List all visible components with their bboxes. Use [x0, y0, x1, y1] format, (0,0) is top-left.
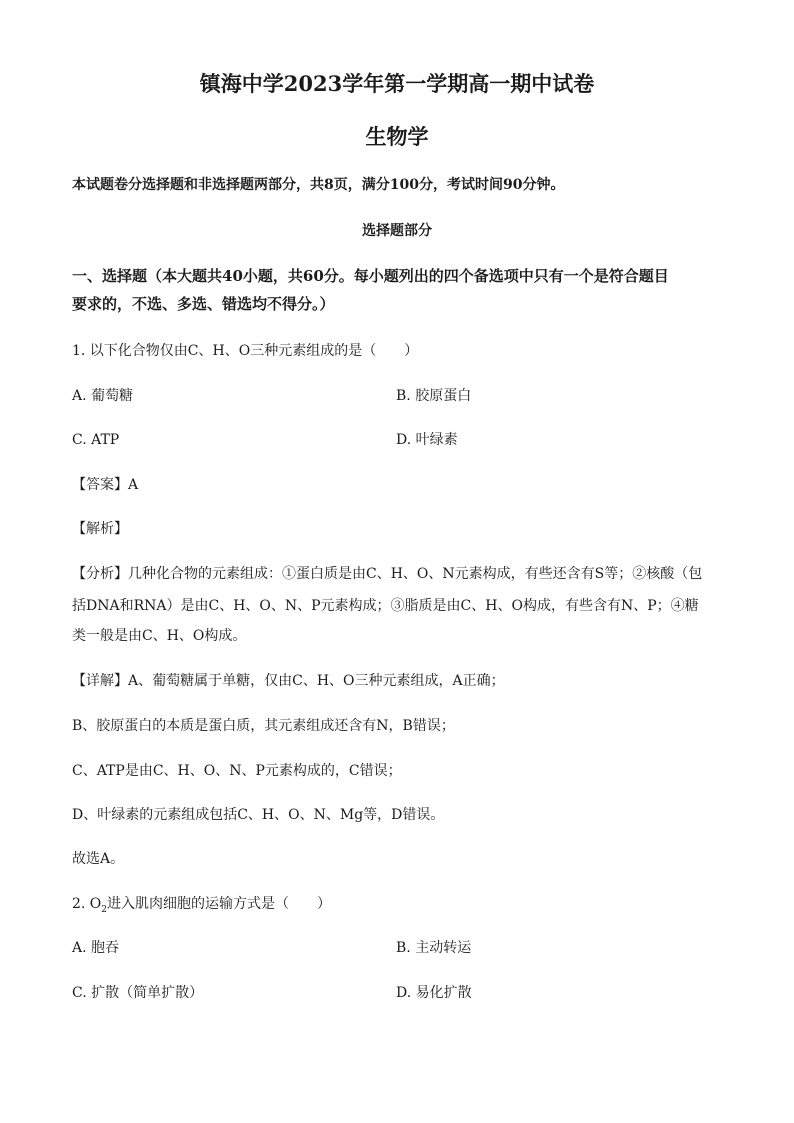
- q1-detail-line-2: B、胶原蛋白的本质是蛋白质，其元素组成还含有N，B错误；: [72, 718, 455, 734]
- q2-option-a: A. 胞吞: [72, 940, 120, 956]
- q2-stem-prefix: 2. O: [72, 896, 102, 912]
- q2-stem: [72, 894, 331, 920]
- exam-title: 镇海中学2023学年第一学期高一期中试卷: [199, 71, 595, 96]
- q1-analysis-label: 【解析】: [72, 521, 128, 537]
- q1-analysis-line-2: 括DNA和RNA）是由C、H、O、N、P元素构成；③脂质是由C、H、O构成，有些含有N、P；④糖: [72, 598, 699, 614]
- q1-option-d: D. 叶绿素: [396, 432, 458, 448]
- q1-conclusion: 故选A。: [72, 851, 125, 867]
- instructions-line-1: 一、选择题（本大题共40小题，共60分。每小题列出的四个备选项中只有一个是符合题目: [72, 267, 669, 285]
- q1-analysis-line-3: 类一般是由C、H、O构成。: [72, 628, 247, 644]
- q1-stem: 1. 以下化合物仅由C、H、O三种元素组成的是（ ）: [72, 343, 419, 359]
- q1-detail-line-3: C、ATP是由C、H、O、N、P元素构成的，C错误；: [72, 763, 402, 779]
- q1-detail-line-1: 【详解】A、葡萄糖属于单糖，仅由C、H、O三种元素组成，A正确；: [72, 673, 505, 689]
- q2-option-d: D. 易化扩散: [396, 985, 472, 1001]
- q1-option-c: C. ATP: [72, 432, 120, 448]
- q2-stem-suffix: 进入肌肉细胞的运输方式是（ ）: [107, 896, 332, 912]
- q2-stem-subscript: 2: [101, 904, 108, 915]
- q2-option-c: C. 扩散（简单扩散）: [72, 985, 204, 1001]
- q1-detail-line-4: D、叶绿素的元素组成包括C、H、O、N、Mg等，D错误。: [72, 807, 445, 823]
- instructions-line-2: 要求的，不选、多选、错选均不得分。）: [72, 295, 335, 313]
- q1-option-a: A. 葡萄糖: [72, 388, 134, 404]
- q1-option-b: B. 胶原蛋白: [396, 388, 472, 404]
- q1-answer: 【答案】A: [72, 477, 139, 493]
- subject-title: 生物学: [365, 124, 429, 149]
- exam-intro: 本试题卷分选择题和非选择题两部分，共8页，满分100分，考试时间90分钟。: [72, 177, 565, 193]
- section-heading: 选择题部分: [362, 223, 432, 239]
- q1-analysis-line-1: 【分析】几种化合物的元素组成：①蛋白质是由C、H、O、N元素构成，有些还含有S等；②核酸（包: [72, 566, 703, 582]
- q2-option-b: B. 主动转运: [396, 940, 472, 956]
